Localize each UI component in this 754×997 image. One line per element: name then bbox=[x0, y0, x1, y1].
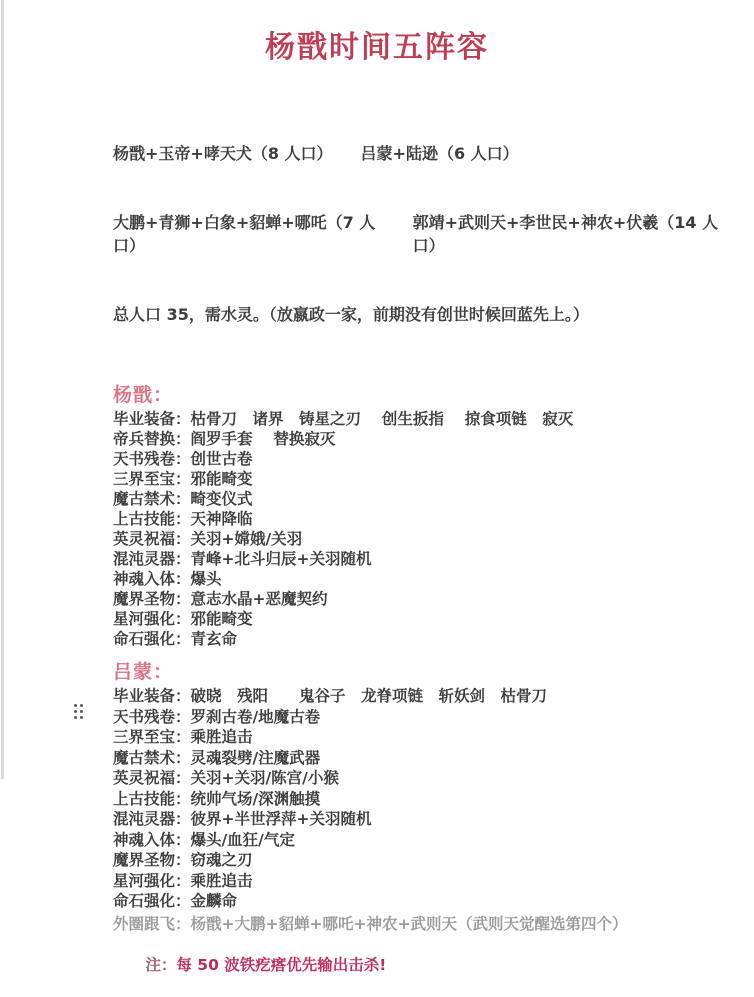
build-label: 魔界圣物： bbox=[113, 590, 191, 608]
note-prefix: 注： bbox=[145, 955, 177, 974]
spacer bbox=[333, 142, 361, 165]
build-label: 魔古禁术： bbox=[113, 748, 191, 767]
build-row-scroll bbox=[113, 707, 754, 728]
build-row-galaxy bbox=[113, 871, 754, 892]
build-label: 神魂入体： bbox=[113, 830, 191, 849]
build-value: 灵魂裂劈/注魔武器 bbox=[190, 748, 321, 767]
build-row-blessing bbox=[113, 768, 754, 789]
build-row-chaos-relic bbox=[113, 809, 754, 830]
build-row-forbidden-art bbox=[113, 489, 754, 509]
build-value: 关羽+关羽/陈宫/小猴 bbox=[190, 769, 339, 787]
build-row-soul bbox=[113, 569, 754, 589]
build-value: 爆头 bbox=[190, 570, 222, 588]
build-label: 上古技能： bbox=[113, 789, 191, 808]
build-value: 创世古卷 bbox=[190, 450, 253, 468]
build-label: 天书残卷： bbox=[113, 707, 191, 726]
lineup-line-1 bbox=[113, 142, 724, 165]
spacer bbox=[385, 211, 413, 257]
build-row-blessing bbox=[113, 529, 754, 549]
build-value: 阎罗手套 替换寂灭 bbox=[190, 430, 336, 448]
build-label: 英灵祝福： bbox=[113, 769, 191, 787]
population-note bbox=[113, 303, 724, 326]
build-row-treasure bbox=[113, 727, 754, 748]
build-label: 神魂入体： bbox=[113, 570, 191, 588]
build-label: 魔古禁术： bbox=[113, 490, 191, 508]
build-label: 魔界圣物： bbox=[113, 851, 191, 869]
build-row-ancient-skill bbox=[113, 509, 754, 529]
build-value: 乘胜追击 bbox=[190, 871, 253, 890]
outer-circle-follow-line: 外圈跟飞：杨戬+大鹏+貂蝉+哪吒+神农+武则天（武则天觉醒选第四个） bbox=[113, 914, 628, 933]
build-row-demon-relic bbox=[113, 850, 754, 871]
build-value: 窃魂之刃 bbox=[190, 851, 253, 869]
build-value: 金麟命 bbox=[190, 892, 238, 910]
footer-notes bbox=[113, 914, 754, 997]
lineup-group-lvmeng: 吕蒙+陆逊（6 人口） bbox=[360, 144, 519, 163]
build-row-ancient-skill bbox=[113, 789, 754, 810]
build-label: 毕业装备： bbox=[113, 687, 191, 705]
build-value: 罗刹古卷/地魔古卷 bbox=[190, 707, 321, 726]
build-row-scroll bbox=[113, 449, 754, 469]
build-value: 天神降临 bbox=[190, 510, 253, 528]
build-label: 天书残卷： bbox=[113, 450, 191, 468]
build-value: 关羽+嫦娥/关羽 bbox=[190, 530, 303, 548]
yangjian-build-list bbox=[113, 409, 754, 649]
lineup-group-dapeng: 大鹏+青狮+白象+貂蝉+哪吒（7 人口） bbox=[113, 213, 376, 255]
build-label: 星河强化： bbox=[113, 871, 191, 890]
build-value: 枯骨刀 诸界 铸星之刃 创生扳指 掠食项链 寂灭 bbox=[190, 410, 574, 428]
build-label: 混沌灵器： bbox=[113, 810, 191, 828]
build-value: 统帅气场/深渊触摸 bbox=[190, 789, 321, 808]
build-label: 星河强化： bbox=[113, 610, 191, 628]
lineup-summary bbox=[113, 96, 724, 372]
build-row-demon-relic bbox=[113, 589, 754, 609]
build-label: 帝兵替换： bbox=[113, 430, 191, 448]
build-row-emperor-weapon bbox=[113, 429, 754, 449]
build-value: 青峰+北斗归辰+关羽随机 bbox=[190, 550, 372, 568]
build-value: 邪能畸变 bbox=[190, 610, 253, 628]
section-header-yangjian: 杨戬： bbox=[113, 384, 174, 406]
priority-kill-note bbox=[113, 934, 754, 997]
build-row-fate-stone bbox=[113, 891, 754, 912]
lvmeng-build-list bbox=[113, 686, 754, 912]
build-value: 意志水晶+恶魔契约 bbox=[190, 590, 328, 608]
build-label: 混沌灵器： bbox=[113, 550, 191, 568]
build-label: 毕业装备： bbox=[113, 410, 191, 428]
build-label: 三界至宝： bbox=[113, 470, 191, 488]
page-title: 杨戬时间五阵容 bbox=[265, 30, 489, 65]
build-row-gear bbox=[113, 686, 754, 707]
population-note-text: 总人口 35，需水灵。（放嬴政一家，前期没有创世时候回蓝先上。） bbox=[113, 305, 589, 324]
build-value: 彼界+半世浮萍+关羽随机 bbox=[190, 810, 372, 828]
build-label: 上古技能： bbox=[113, 510, 191, 528]
build-label: 三界至宝： bbox=[113, 728, 191, 746]
build-row-chaos-relic bbox=[113, 549, 754, 569]
lineup-group-guojing: 郭靖+武则天+李世民+神农+伏羲（14 人口） bbox=[412, 213, 719, 255]
build-value: 邪能畸变 bbox=[190, 470, 253, 488]
note-text: 每 50 波铁疙瘩优先输出击杀! bbox=[176, 955, 387, 974]
build-label: 命石强化： bbox=[113, 892, 191, 910]
section-header-lvmeng: 吕蒙： bbox=[113, 661, 174, 683]
lineup-line-2 bbox=[113, 211, 724, 257]
build-row-forbidden-art bbox=[113, 748, 754, 769]
left-edge-divider bbox=[1, 0, 4, 779]
build-row-gear bbox=[113, 409, 754, 429]
build-row-galaxy bbox=[113, 609, 754, 629]
drag-handle-dots-icon[interactable] bbox=[74, 704, 83, 719]
build-label: 英灵祝福： bbox=[113, 530, 191, 548]
build-label: 命石强化： bbox=[113, 630, 191, 648]
build-value: 破晓 残阳 鬼谷子 龙脊项链 斩妖剑 枯骨刀 bbox=[190, 687, 548, 705]
build-value: 青玄命 bbox=[190, 630, 238, 648]
build-value: 乘胜追击 bbox=[190, 728, 253, 746]
build-value: 爆头/血狂/气定 bbox=[190, 830, 295, 849]
lineup-group-yangjian: 杨戬+玉帝+哮天犬（8 人口） bbox=[113, 144, 333, 163]
build-row-fate-stone bbox=[113, 629, 754, 649]
build-row-treasure bbox=[113, 469, 754, 489]
build-row-soul bbox=[113, 830, 754, 851]
build-value: 畸变仪式 bbox=[190, 490, 253, 508]
